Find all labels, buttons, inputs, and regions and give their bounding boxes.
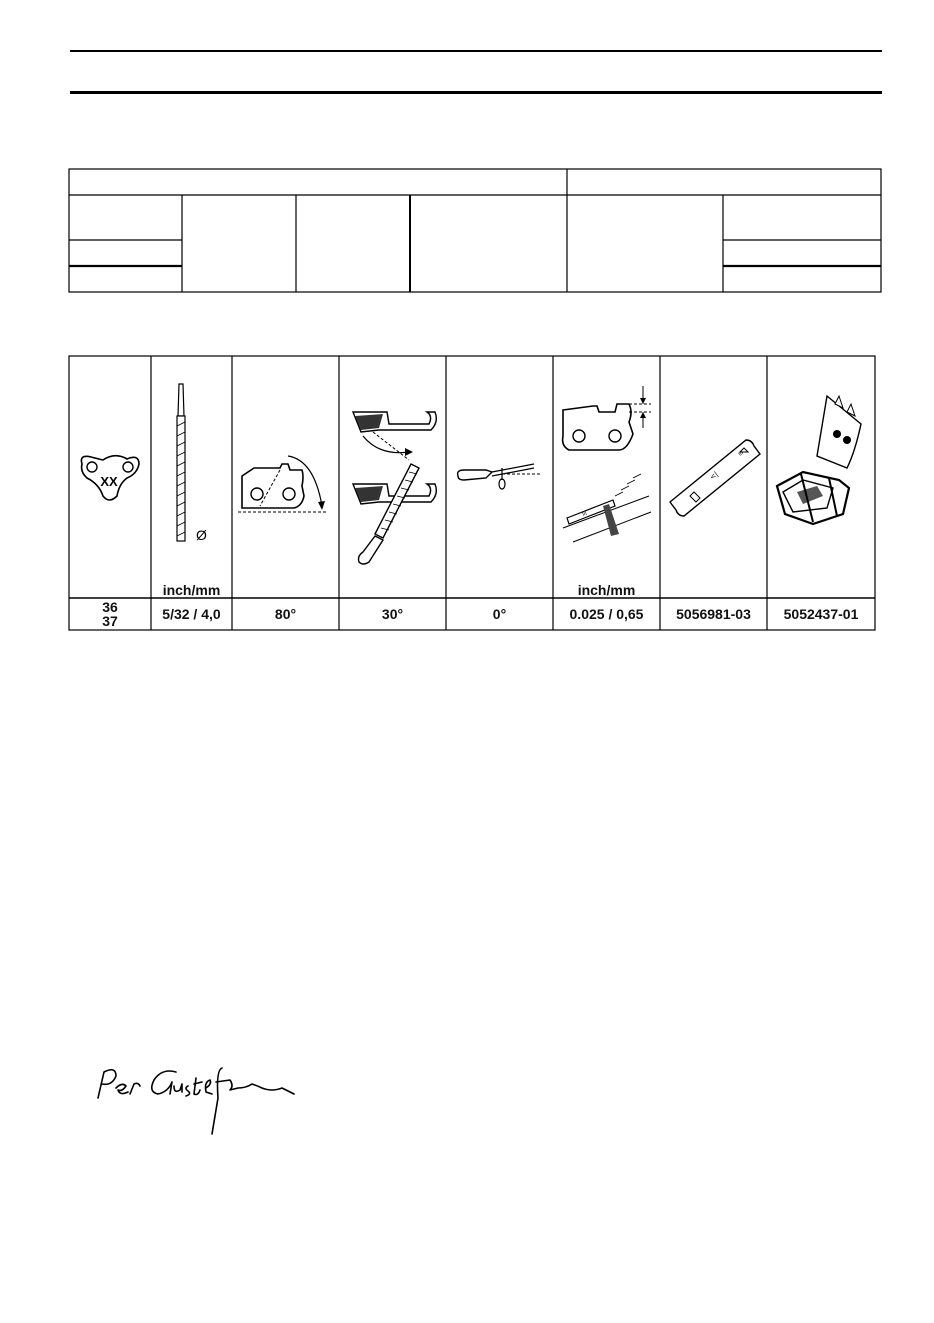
- depth-gauge-icon: [553, 356, 660, 596]
- value-tilt-0: 0°: [492, 606, 507, 622]
- bar-chain-combination-table: [68, 168, 882, 293]
- value-chain-code-line-1: 36: [102, 599, 118, 615]
- col-chain-code: [69, 356, 151, 630]
- value-angle-30: 30°: [381, 606, 404, 622]
- value-gauge-tool: 5056981-03: [676, 606, 751, 622]
- value-chain-code: [69, 599, 151, 629]
- value-depth-gauge: 0.025 / 0,65: [569, 606, 644, 622]
- file-tilt-0-icon: [446, 356, 553, 596]
- col-depth-gauge: [553, 356, 660, 630]
- diameter-mark: Ø: [196, 527, 207, 543]
- col-depth-gauge-tool: [660, 356, 767, 630]
- top-rule: [70, 50, 882, 52]
- col-file-tilt-0: [446, 356, 553, 630]
- col-header-file-diameter: inch/mm: [162, 582, 221, 598]
- chain-code-mark: XX: [100, 474, 118, 489]
- value-file-diameter: 5/32 / 4,0: [162, 606, 221, 622]
- svg-text:<|: <|: [708, 470, 720, 482]
- chain-link-xx-icon: [69, 356, 151, 596]
- signature-image: [82, 1058, 302, 1138]
- value-angle-80: 80°: [274, 606, 297, 622]
- col-file-diameter: [151, 356, 232, 630]
- header-rule: [70, 91, 882, 94]
- combination-table-grid: [68, 168, 882, 293]
- col-file-holder: [767, 356, 875, 630]
- col-file-angle-80: [232, 356, 339, 630]
- col-header-depth-gauge: inch/mm: [577, 582, 636, 598]
- file-angle-30-icon: [339, 356, 446, 596]
- depth-gauge-tool-icon: [660, 356, 767, 596]
- svg-text:III: III: [581, 510, 588, 518]
- signature: [82, 1058, 302, 1138]
- svg-text:III: III: [737, 450, 745, 458]
- value-chain-code-line-2: 37: [102, 613, 118, 629]
- value-file-holder: 5052437-01: [783, 606, 859, 622]
- col-file-angle-30: [339, 356, 446, 630]
- file-holder-icon: [767, 356, 875, 596]
- file-angle-80-icon: [232, 356, 339, 596]
- round-file-icon: [151, 356, 232, 596]
- sharpening-equipment-table: [68, 355, 876, 631]
